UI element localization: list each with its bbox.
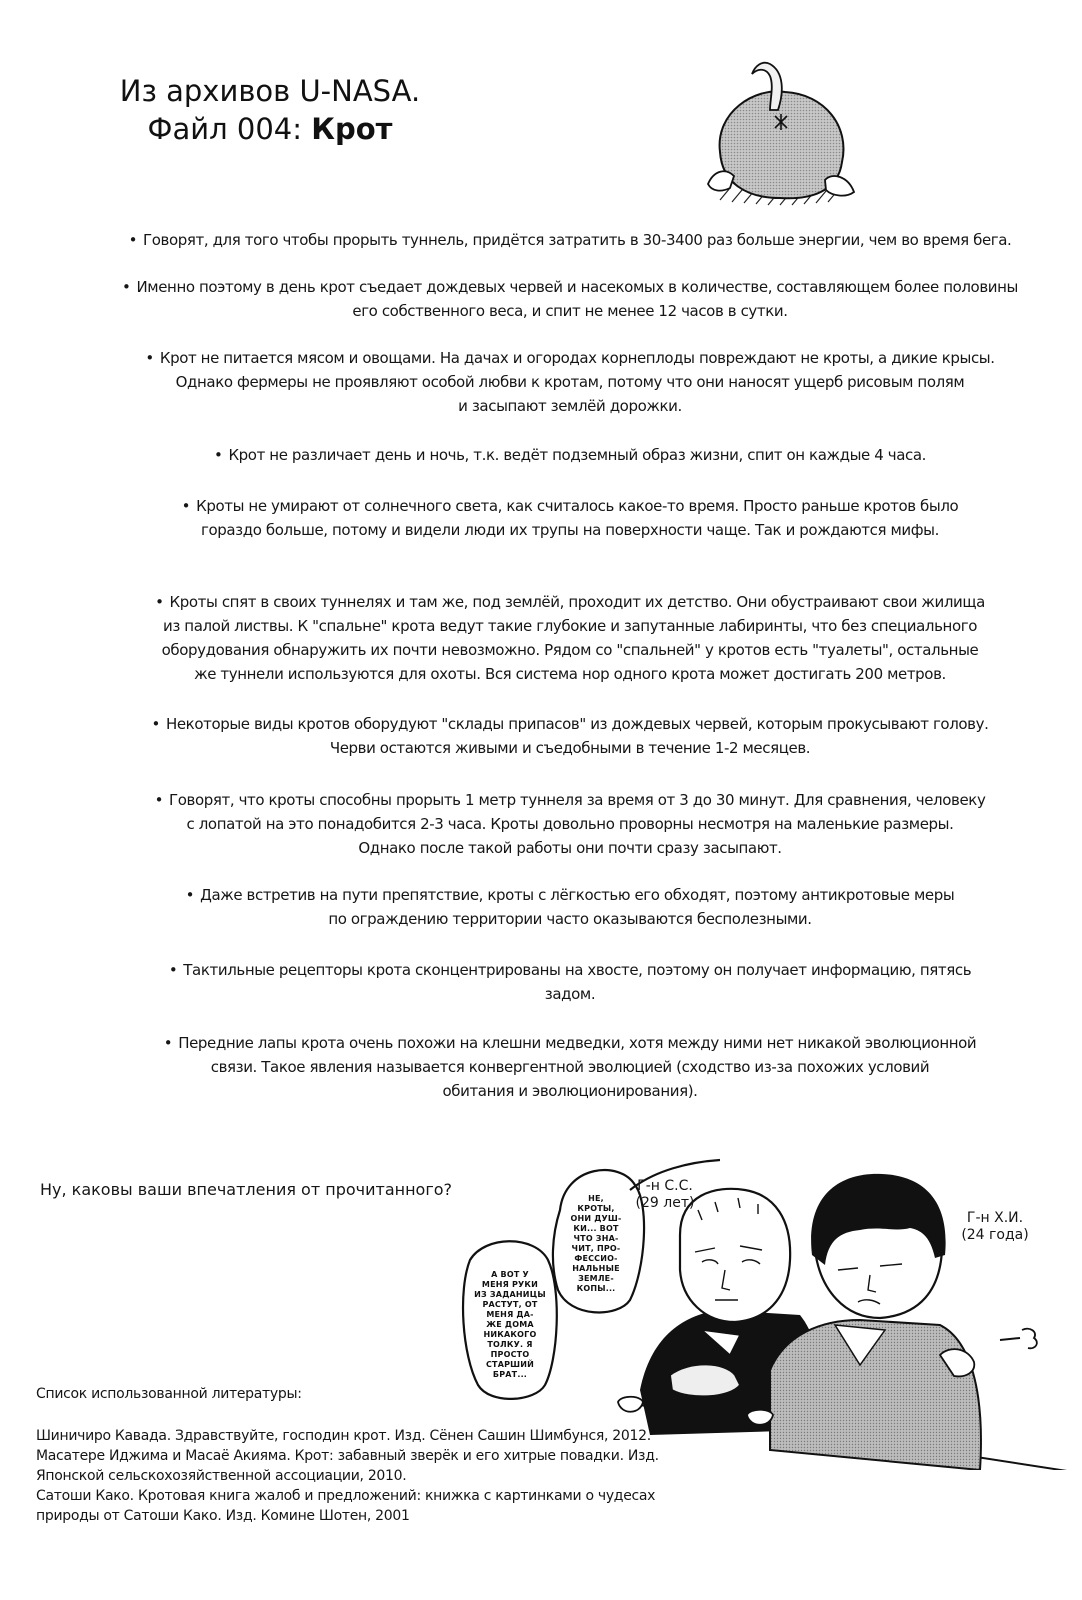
reader-question: Ну, каковы ваши впечатления от прочитанного? bbox=[40, 1180, 453, 1199]
fact-item bbox=[70, 1031, 1070, 1103]
reference-line: Масатере Иджима и Масаё Акияма. Крот: забавный зверёк и его хитрые повадки. Изд. bbox=[36, 1448, 659, 1464]
fact-line: Тактильные рецепторы крота сконцентрированы на хвосте, поэтому он получает информацию, пятясь bbox=[183, 961, 972, 979]
fact-line: Однако фермеры не проявляют особой любви к кротам, потому что они наносят ущерб рисовым полям bbox=[175, 373, 965, 391]
title-line-1: Из архивов U-NASA. bbox=[119, 74, 421, 108]
bullet-icon: • bbox=[155, 593, 164, 611]
bullet-icon: • bbox=[145, 349, 154, 367]
title-line-2 bbox=[100, 110, 440, 148]
bullet-icon: • bbox=[154, 791, 164, 809]
reference-line: Японской сельскохозяйственной ассоциации, 2010. bbox=[36, 1468, 407, 1484]
character-caption-left: Г-н С.С. (29 лет) bbox=[635, 1178, 695, 1211]
fact-item bbox=[70, 275, 1070, 323]
character-caption-right: Г-н Х.И. (24 года) bbox=[961, 1210, 1029, 1243]
fact-line: Передние лапы крота очень похожи на клешни медведки, хотя между ними нет никакой эволюционной bbox=[178, 1034, 977, 1052]
fact-item bbox=[70, 883, 1070, 931]
fact-item bbox=[70, 346, 1070, 418]
fact-item bbox=[70, 494, 1070, 542]
fact-line: Крот не различает день и ночь, т.к. ведёт подземный образ жизни, спит он каждые 4 часа. bbox=[228, 446, 927, 464]
bullet-icon: • bbox=[181, 497, 191, 515]
reference-line: природы от Сатоши Како. Изд. Комине Шотен, 2001 bbox=[36, 1508, 410, 1524]
fact-line: обитания и эволюционирования). bbox=[442, 1082, 698, 1100]
fact-line: его собственного веса, и спит не менее 12 часов в сутки. bbox=[352, 302, 788, 320]
fact-line: Даже встретив на пути препятствие, кроты с лёгкостью его обходят, поэтому антикротовые меры bbox=[200, 886, 955, 904]
fact-line: Черви остаются живыми и съедобными в течение 1-2 месяцев. bbox=[329, 739, 811, 757]
fact-line: Говорят, для того чтобы прорыть туннель, придётся затратить в 30-3400 раз больше энергии, чем во время бега. bbox=[143, 231, 1012, 249]
fact-line: Именно поэтому в день крот съедает дождевых червей и насекомых в количестве, составляющем более половины bbox=[136, 278, 1018, 296]
fact-line: связи. Такое явления называется конвергентной эволюцией (сходство из-за похожих условий bbox=[210, 1058, 930, 1076]
fact-item bbox=[70, 788, 1070, 860]
bullet-icon: • bbox=[151, 715, 160, 733]
references-heading: Список использованной литературы: bbox=[36, 1386, 302, 1402]
bullet-icon: • bbox=[213, 446, 223, 464]
fact-line: гораздо больше, потому и видели люди их трупы на поверхности чаще. Так и рождаются мифы. bbox=[201, 521, 939, 539]
fact-item bbox=[70, 590, 1070, 686]
fact-line: оборудования обнаружить их почти невозможно. Рядом со "спальней" у кротов есть "туалеты", остальные bbox=[161, 641, 979, 659]
bullet-icon: • bbox=[163, 1034, 173, 1052]
bullet-icon: • bbox=[122, 278, 131, 296]
fact-item bbox=[70, 228, 1070, 252]
fact-line: из палой листвы. К "спальне" крота ведут такие глубокие и запутанные лабиринты, что без специального bbox=[163, 617, 977, 635]
fact-line: же туннели используются для охоты. Вся система нор одного крота может достигать 200 метров. bbox=[194, 665, 946, 683]
bullet-icon: • bbox=[168, 961, 178, 979]
fact-item bbox=[70, 712, 1070, 760]
fact-line: Кроты спят в своих туннелях и там же, под землёй, проходит их детство. Они обустраивают свои жилища bbox=[169, 593, 985, 611]
fact-line: по ограждению территории часто оказываются бесполезными. bbox=[328, 910, 812, 928]
fact-line: Некоторые виды кротов оборудуют "склады припасов" из дождевых червей, которым прокусывают голову. bbox=[165, 715, 989, 733]
title-file-number: Файл 004: bbox=[147, 112, 312, 146]
bullet-icon: • bbox=[185, 886, 195, 904]
speech-bubble-left: А ВОТ У МЕНЯ РУКИ ИЗ ЗАДАНИЦЫ РАСТУТ, ОТ МЕНЯ ДА- ЖЕ ДОМА НИКАКОГО ТОЛКУ. Я ПРОСТО СТАРШИЙ БРАТ... bbox=[474, 1270, 546, 1379]
fact-line: с лопатой на это понадобится 2-3 часа. Кроты довольно проворны несмотря на маленькие размеры. bbox=[186, 815, 954, 833]
fact-item bbox=[70, 443, 1070, 467]
references bbox=[36, 1384, 716, 1526]
fact-line: Однако после такой работы они почти сразу засыпают. bbox=[358, 839, 782, 857]
fact-line: Крот не питается мясом и овощами. На дачах и огородах корнеплоды повреждают не кроты, а дикие крысы. bbox=[159, 349, 995, 367]
bullet-icon: • bbox=[128, 231, 138, 249]
fact-line: и засыпают землёй дорожки. bbox=[458, 397, 682, 415]
fact-line: задом. bbox=[544, 985, 596, 1003]
fact-line: Кроты не умирают от солнечного света, как считалось какое-то время. Просто раньше кротов было bbox=[196, 497, 959, 515]
reference-line: Шиничиро Кавада. Здравствуйте, господин крот. Изд. Сёнен Сашин Шимбунся, 2012. bbox=[36, 1428, 651, 1444]
page-title bbox=[100, 72, 440, 148]
mole-rear-icon bbox=[700, 52, 870, 212]
fact-line: Говорят, что кроты способны прорыть 1 метр туннеля за время от 3 до 30 минут. Для сравнения, человеку bbox=[169, 791, 986, 809]
fact-item bbox=[70, 958, 1070, 1006]
title-subject: Крот bbox=[311, 112, 393, 146]
reference-line: Сатоши Како. Кротовая книга жалоб и предложений: книжка с картинками о чудесах bbox=[36, 1488, 656, 1504]
speech-bubble-right: НЕ, КРОТЫ, ОНИ ДУШ- КИ... ВОТ ЧТО ЗНА- ЧИТ, ПРО- ФЕССИО- НАЛЬНЫЕ ЗЕМЛЕ- КОПЫ... bbox=[570, 1194, 622, 1293]
